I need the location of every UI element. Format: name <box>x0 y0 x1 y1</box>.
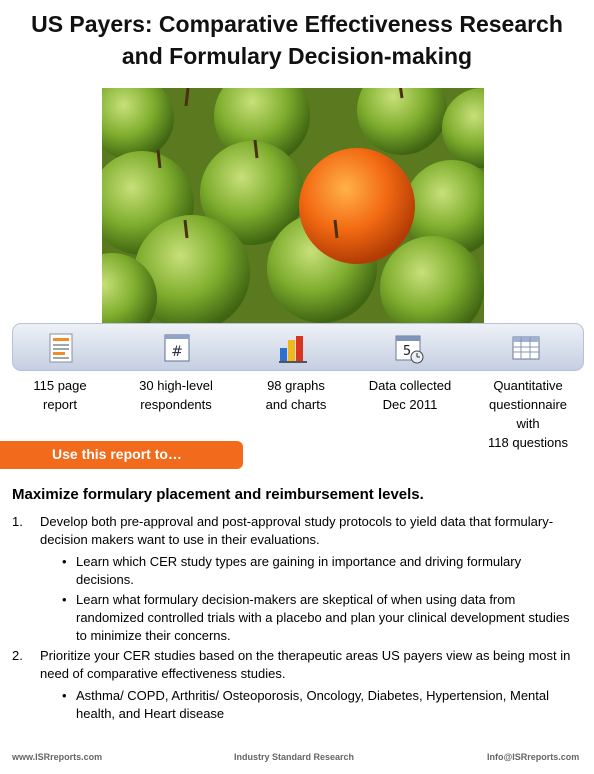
item-text: Develop both pre-approval and post-approval study protocols to yield data that formulary-decision makers want to use in their evaluations. <box>40 514 554 547</box>
section-heading: Maximize formulary placement and reimbursement levels. <box>12 486 424 503</box>
item-number: 2. <box>12 648 23 663</box>
sub-bullet-text: Learn which CER study types are gaining in importance and driving formulary decisions. <box>76 554 522 587</box>
sub-bullet-text: Learn what formulary decision-makers are skeptical of when using data from randomized controlled trials with a placebo and plan your clinical development studies to minimize their concerns. <box>76 592 570 643</box>
table-grid-icon <box>510 332 542 364</box>
sub-bullet <box>12 687 582 723</box>
sub-bullet <box>12 553 582 589</box>
stat-questionnaire: Quantitative questionnaire with 118 questions <box>488 378 568 450</box>
calendar-day: 5 <box>402 344 412 359</box>
stats-ribbon <box>12 323 584 371</box>
calendar-icon <box>393 332 425 364</box>
bullet-glyph: • <box>62 554 67 569</box>
sub-bullet-text: Asthma/ COPD, Arthritis/ Osteoporosis, Oncology, Diabetes, Hypertension, Mental health, and Heart disease <box>76 688 550 721</box>
use-report-banner <box>0 441 243 469</box>
bullet-glyph: • <box>62 688 67 703</box>
report-document-icon <box>46 332 78 364</box>
footer-email: Info@ISRreports.com <box>487 752 580 762</box>
sub-bullet <box>12 591 582 645</box>
list-item <box>12 513 582 549</box>
stat-page-count: 115 page report <box>33 378 87 412</box>
title-line-2: and Formulary Decision-making <box>121 43 473 69</box>
apples-orange-photo <box>102 88 484 323</box>
list-item <box>12 647 582 683</box>
footer-company: Industry Standard Research <box>234 752 355 762</box>
svg-text:#: # <box>171 344 183 360</box>
stat-respondents: 30 high-level respondents <box>139 378 213 412</box>
title-line-1: US Payers: Comparative Effectiveness Research <box>31 11 563 37</box>
item-text: Prioritize your CER studies based on the therapeutic areas US payers view as being most in need of comparative effectiveness studies. <box>40 648 571 681</box>
use-report-label: Use this report to… <box>52 446 182 462</box>
benefit-list <box>12 513 582 725</box>
stat-graphs: 98 graphs and charts <box>265 378 327 412</box>
bullet-glyph: • <box>62 592 67 607</box>
bar-chart-icon <box>277 332 309 364</box>
page-title <box>0 8 594 72</box>
item-number: 1. <box>12 514 23 529</box>
respondents-list-icon <box>161 332 193 364</box>
footer-website: www.ISRreports.com <box>12 752 103 762</box>
stat-data-collected: Data collected Dec 2011 <box>368 378 452 412</box>
